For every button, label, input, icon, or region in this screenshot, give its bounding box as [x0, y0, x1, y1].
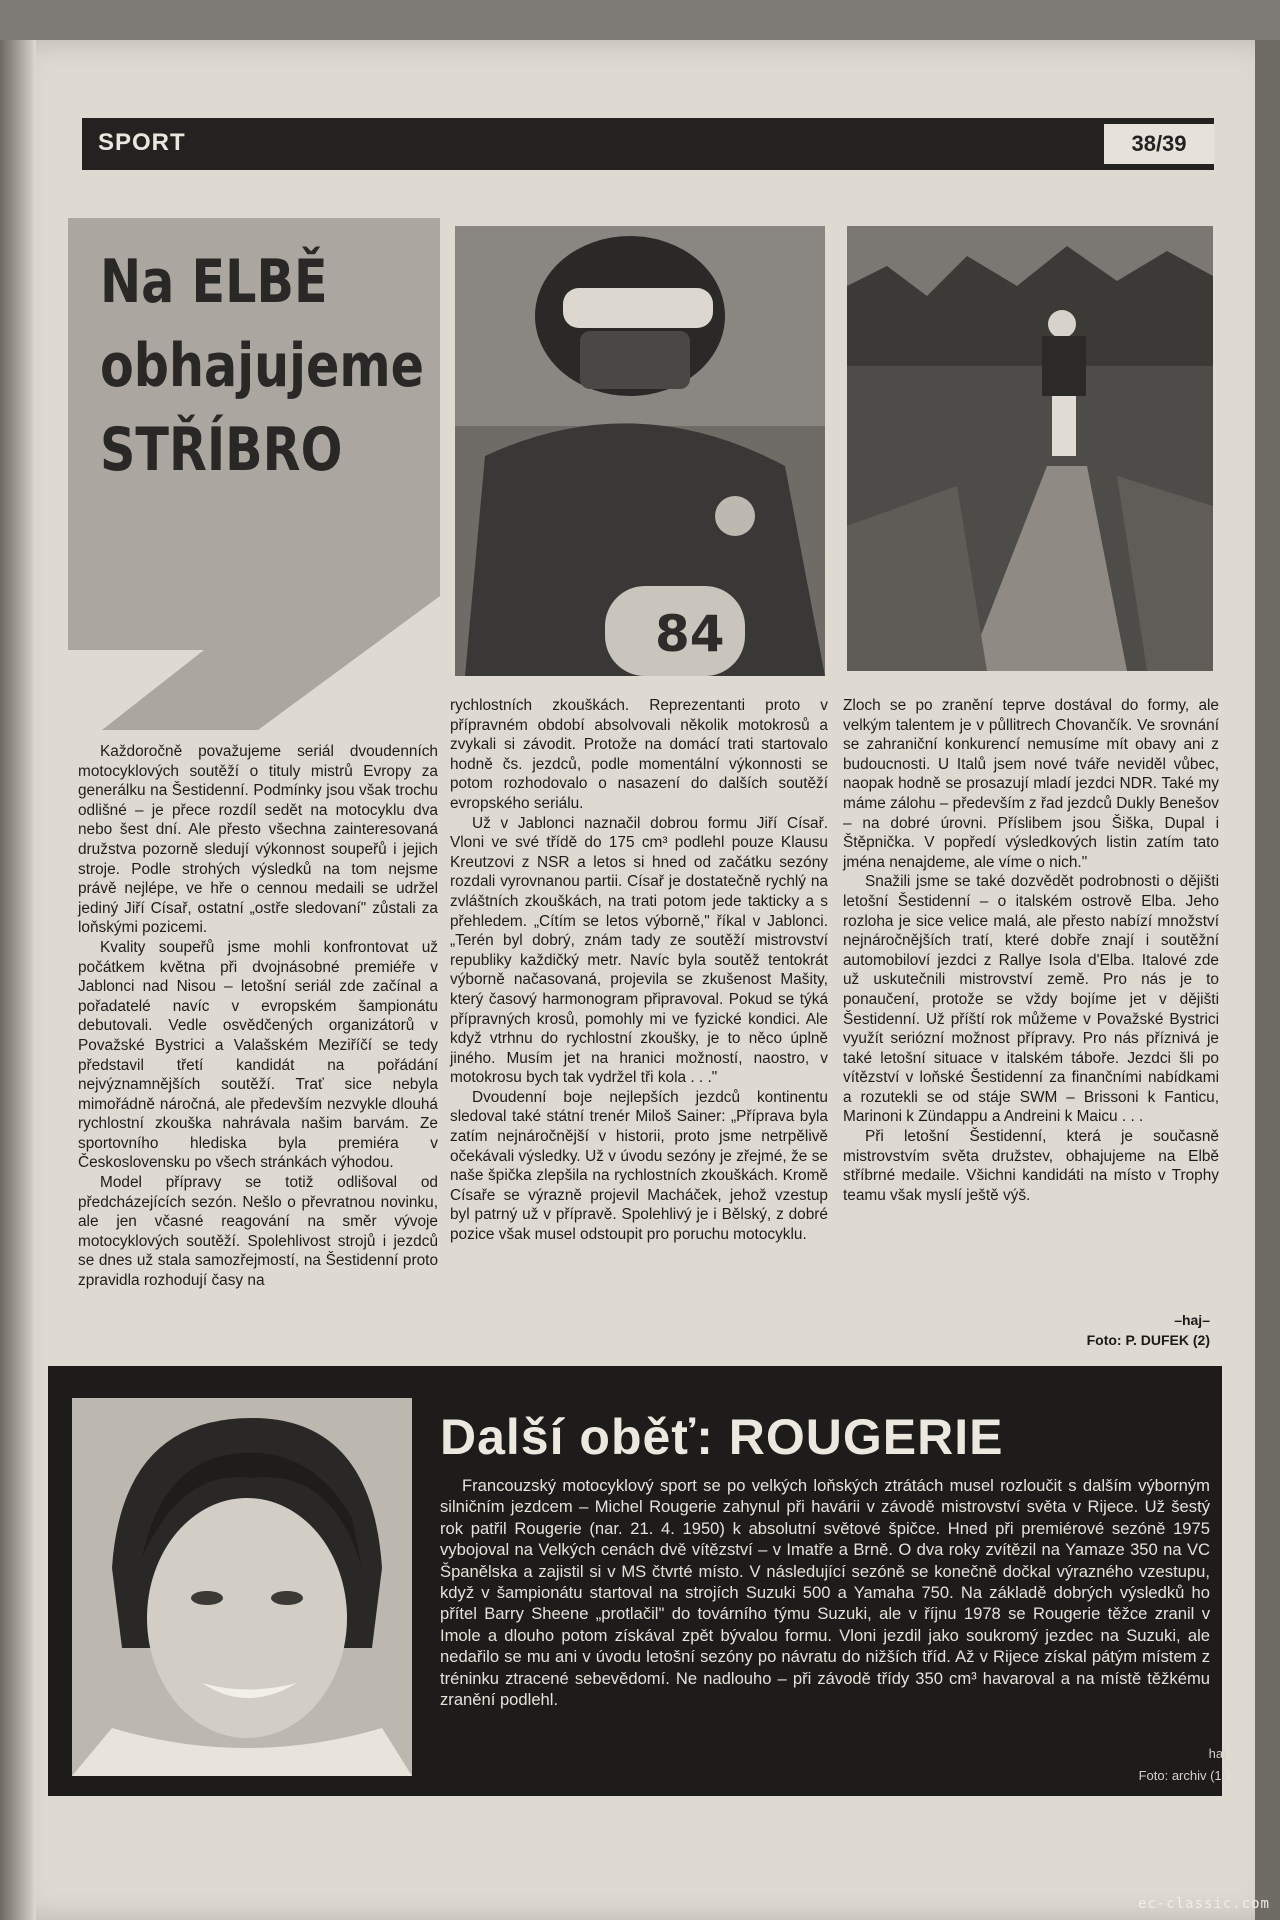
column-3-paragraph-1: Zloch se po zranění teprve dostával do formy, ale velkým talentem je v půllitrech Chovančík. Ve srovnání se zahraniční konkurencí nemusíme mít obavy ani z budoucnosti. U Italů jsem nové tváře neviděl vůbec, naopak hodně se prosazují mladí jezdci NDR. Také my máme zálohu – především z řad jezdců Dukly Benešov – na dobré úrovni. Příslibem jsou Šiška, Dupal i Štěpnička. V popředí výsledkových listin zatím tato jména nenajdeme, ale víme o nich."	[843, 697, 1219, 871]
article-column-1	[78, 742, 438, 1291]
article-photo-credit: Foto: P. DUFEK (2)	[1086, 1332, 1210, 1348]
svg-text:84: 84	[655, 605, 725, 663]
photo-muddy-trail	[847, 226, 1213, 671]
column-3-paragraph-3: Při letošní Šestidenní, která je současně mistrovstvím světa družstev, obhajujeme na Elbě stříbrné medaile. Všichni kandidáti na místo v Trophy teamu však myslí ještě výš.	[843, 1128, 1219, 1204]
obituary-photo-credit: Foto: archiv (1)	[1138, 1768, 1226, 1783]
headline-line-3: STŘÍBRO	[100, 415, 343, 485]
photo-rider-helmet	[455, 226, 825, 676]
background-right	[1255, 40, 1280, 1920]
watermark: ec-classic.com	[1137, 1896, 1270, 1912]
column-3-paragraph-2: Snažili jsme se také dozvědět podrobnosti o dějišti letošní Šestidenní – o italském ostrově Elba. Jeho rozloha je sice velice malá, ale přesto nabízí množství nejnáročnějších tratí, které dobře znají i soutěžní automobiloví jezdci z Rallye Isola d'Elba. Italové zde už uskutečnili mistrovství země. Pro nás je to ponaučení, protože se vždy bojíme jet v dějišti Šestidenní. Už příští rok můžeme v Považské Bystrici využít seriózní možnost přípravy. Pro nás příznivá je také letošní situace v italském táboře. Jezdci šli po vítězství v loňské Šestidenní za finančními nabídkami a rozutekli se od stáje SWM – Brissoni k Fanticu, Marinoni k Zündappu a Andreini k Maicu . . .	[843, 873, 1219, 1126]
obituary-author: haj	[1208, 1746, 1226, 1761]
headline-line-1: Na ELBĚ	[100, 247, 328, 317]
page-gutter	[0, 40, 36, 1920]
column-2-paragraph-2: Už v Jablonci naznačil dobrou formu Jiří Císař. Vloni ve své třídě do 175 cm³ podlehl pouze Klausu Kreutzovi z NSR a letos si hned od začátku sezóny rozdali vyrovnanou partii. Císař je dostatečně rychlý na zvláštních zkouškách, na trati potom jede takticky a s přehledem. „Cítím se letos výborně," říkal v Jablonci. „Terén byl dobrý, znám tady ze soutěží mistrovství republiky každičký metr. Navíc byla soutěž tentokrát výborně načasovaná, projevila se zkušenost Mašity, který časový harmonogram připravoval. Pokud se týká přípravných krosů, pomohly mi ve fyzické kondici. Ale když vtrhnu do rychlostní zkoušky, je to něco úplně jiného. Musím jet na hranici možností, naostro, v motokrosu bych tak vydržel tři kola . . ."	[450, 814, 828, 1087]
portrait-photo	[72, 1398, 412, 1776]
obituary-paragraph: Francouzský motocyklový sport se po velkých loňských ztrátách musel rozloučit s dalším výborným silničním jezdcem – Michel Rougerie zahynul při havárii v závodě mistrovství světa v Rijece. Už šestý rok patřil Rougerie (nar. 21. 4. 1950) k absolutní světové špičce. Hned při premiérové sezóně 1975 vybojoval na Velkých cenách dvě vítězství – v Imatře a Brně. O dva roky zvítězil na Yamaze 350 na VC Španělska a zajistil si v MS čtvrté místo. V následující sezóně se konečně dočkal výrazného vzestupu, když v šampionátu startoval na strojích Suzuki 500 a Yamaha 750. Na základě dobrých výsledků ho přítel Barry Sheene „protlačil" do továrního týmu Suzuki, ale v říjnu 1978 se Rougerie těžce zranil v Imole a dlouho potom získával zpět bývalou formu. Vloni jezdil jako soukromý jezdec na Suzuki, ale nedařilo se mu ani v úvodu letošní sezóny po návratu do nižších tříd. Až v Rijece získal pátým místem z tréninku ztracené sebevědomí. Ne nadlouho – při závodě třídy 350 cm³ havaroval a na místě těžkému zranění podlehl.	[440, 1476, 1210, 1710]
article-column-3	[843, 696, 1219, 1205]
column-1-paragraph-1: Každoročně považujeme seriál dvoudenních motocyklových soutěží o tituly mistrů Evropy za generálku na Šestidenní. Podmínky jsou však trochu odlišné – je přece rozdíl sedět na motocyklu dva nebo šest dní. Ale přesto všechna zainteresovaná družstva pozorně sledují výkonnost soupeřů i jejich stroje. Podle strohých výsledků na tom nejsme právě nejlépe, ve hře o cennou medaili se udržel jediný Jiří Císař, ostatní „ostře sledovaní" zůstali za loňskými pozicemi.	[78, 743, 438, 937]
headline-line-2: obhajujeme	[100, 331, 425, 401]
page-number: 38/39	[1104, 124, 1214, 164]
column-2-paragraph-1: rychlostních zkouškách. Reprezentanti proto v přípravném období absolvovali několik motokrosů a zvykali si závodit. Protože na domácí trati startovalo hodně čs. jezdců, podle momentální výkonnosti se potom rozhodovalo o nasazení do dalších soutěží evropského seriálu.	[450, 697, 828, 812]
column-1-paragraph-3: Model přípravy se totiž odlišoval od předcházejících sezón. Nešlo o převratnou novinku, ale jen včasné reagování na směr vývoje motocyklových soutěží. Spolehlivost strojů i jezdců se dnes už stala samozřejmostí, na Šestidenní proto zpravidla rozhodují časy na	[78, 1174, 438, 1290]
article-author: –haj–	[1174, 1312, 1210, 1328]
background-top	[0, 0, 1280, 40]
section-label: SPORT	[98, 129, 186, 156]
column-2-paragraph-3: Dvoudenní boje nejlepších jezdců kontinentu sledoval také státní trenér Miloš Sainer: „Příprava byla zatím nejnáročnější v historii, proto jsme netrpělivě očekávali výsledky. Už v úvodu sezóny je zřejmé, že se naše špička zlepšila na rychlostních zkouškách. Kromě Císaře se výrazně projevil Macháček, jehož vzestup byl patrný už v přípravě. Spolehlivý je i Bělský, z dobré pozice však musel odstoupit pro poruchu motocyklu.	[450, 1088, 828, 1244]
obituary-title: Další oběť: ROUGERIE	[440, 1409, 1004, 1465]
article-headline	[100, 240, 425, 492]
obituary-text	[440, 1475, 1210, 1710]
section-header-bar	[82, 118, 1214, 170]
column-1-paragraph-2: Kvality soupeřů jsme mohli konfrontovat už počátkem května při dvojnásobné premiéře v Jablonci nad Nisou – letošní seriál zde začínal a pořadatelé navíc v evropském šampionátu debutovali. Vedle osvědčených organizátorů v Považské Bystrici a Valašském Meziříčí se tedy představil třetí kandidát na pořádání nejvýznamnějších soutěží. Trať sice nebyla mimořádně náročná, ale především nezvykle dlouhá rychlostní zkouška nahrávala našim barvám. Ze sportovního hlediska byla premiéra v Československu po všech stránkách výhodou.	[78, 938, 438, 1172]
article-column-2	[450, 696, 828, 1245]
